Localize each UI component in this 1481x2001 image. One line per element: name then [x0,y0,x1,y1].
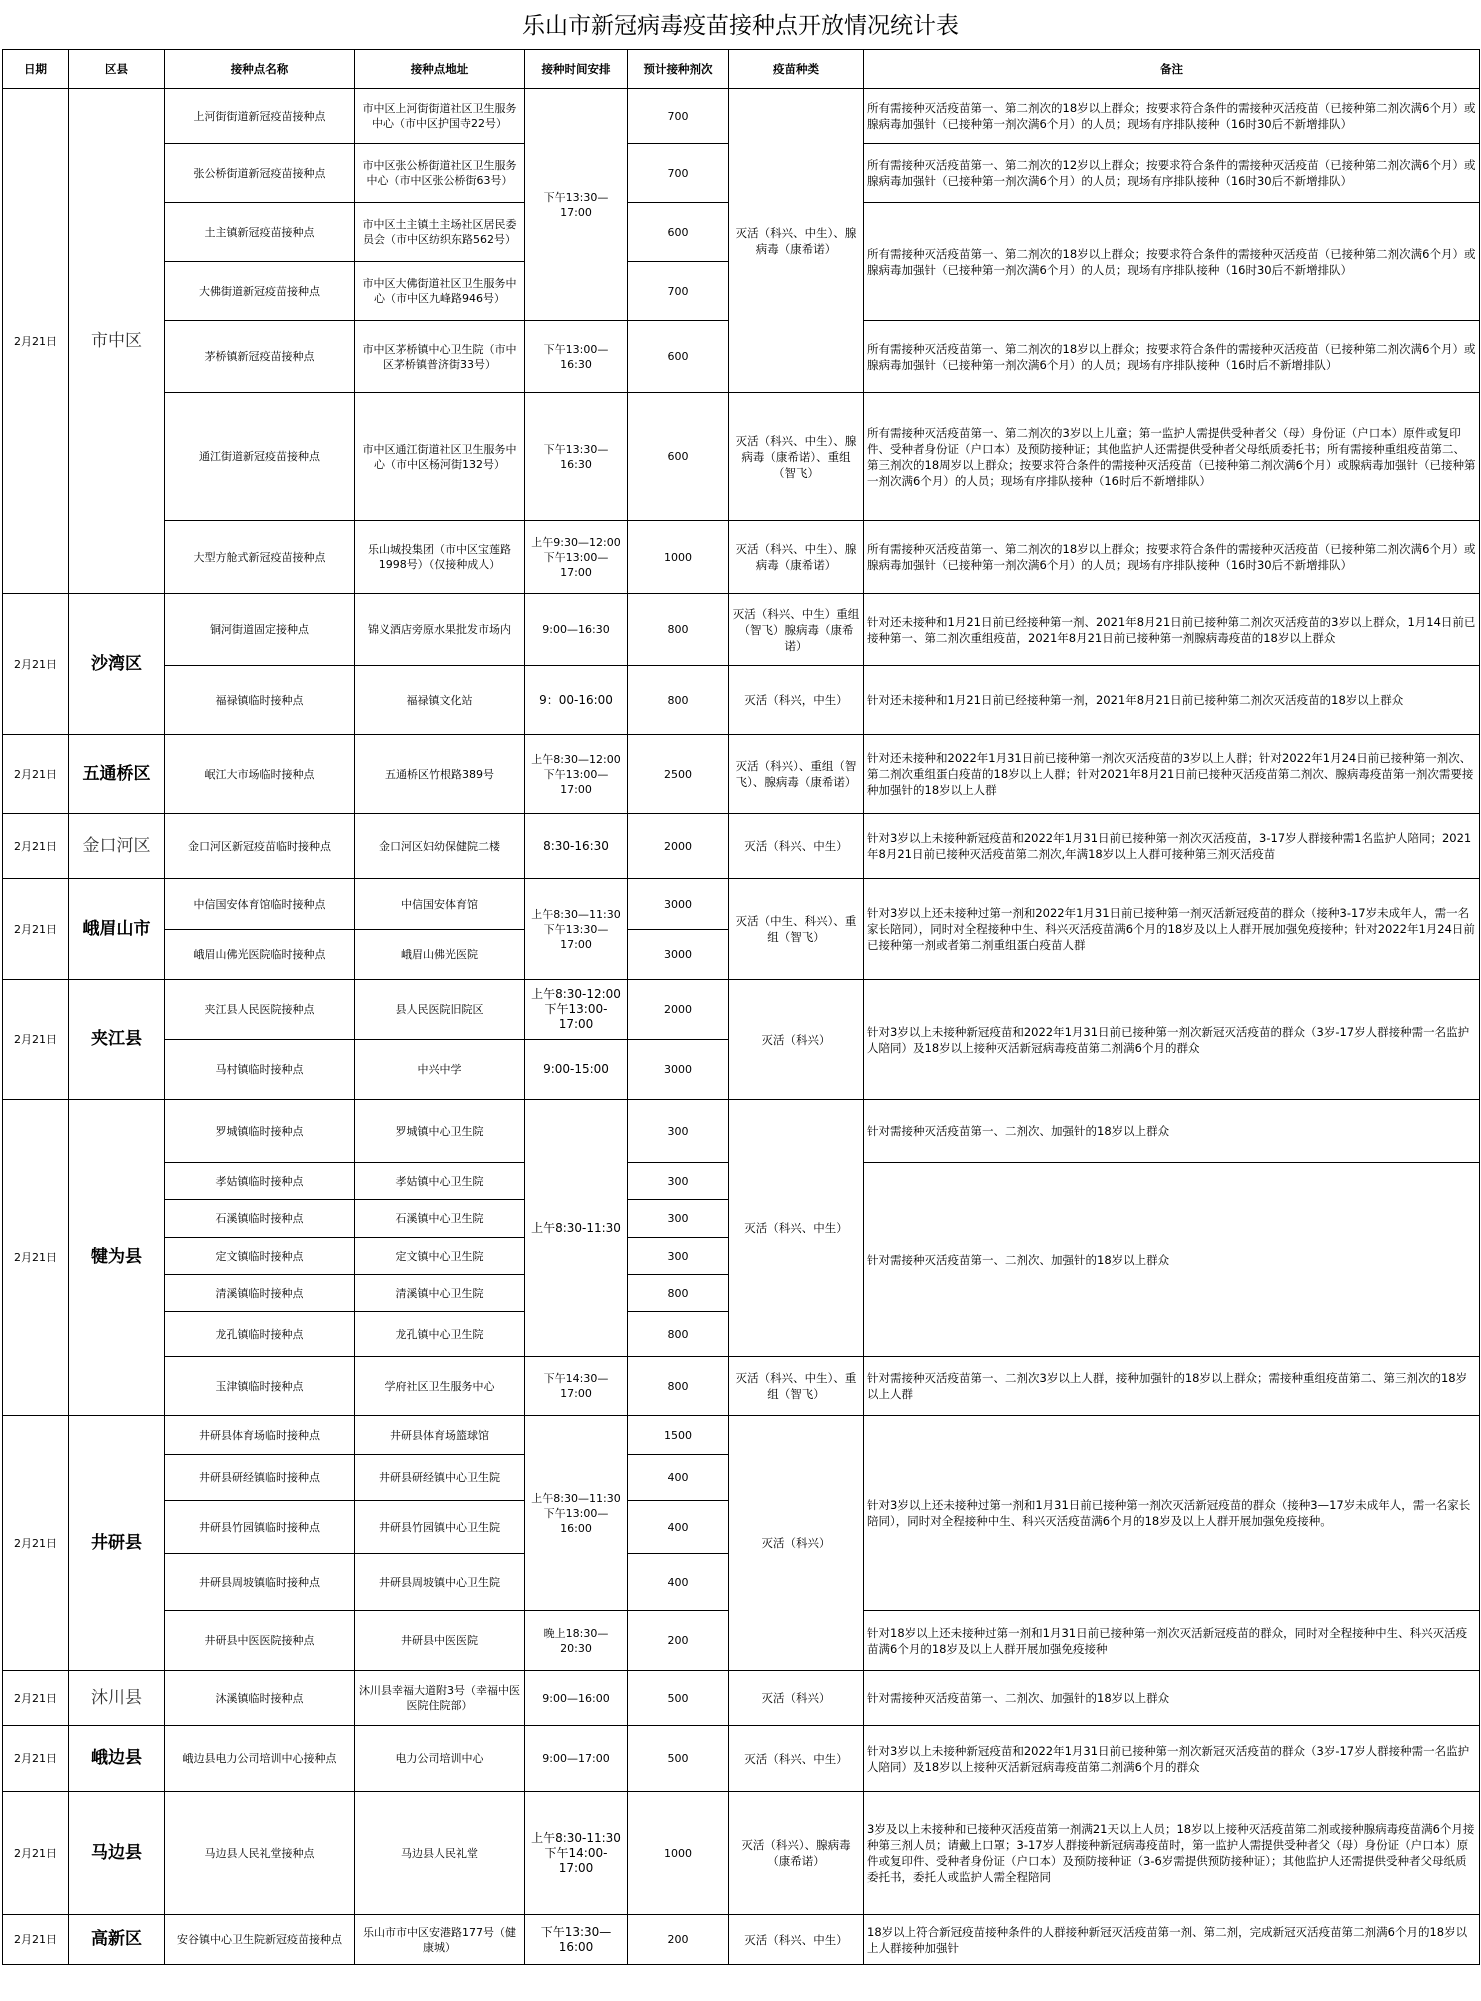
site-address: 清溪镇中心卫生院 [355,1275,525,1312]
note-cell: 针对18岁以上还未接种过第一剂和1月31日前已接种第一剂次灭活新冠疫苗的群众，同时对全程接种中生、科兴灭活疫苗满6个月的18岁及以上人群开展加强免疫接种 [864,1611,1480,1671]
vaccine-cell: 灭活（科兴）、重组（智飞）、腺病毒（康希诺） [729,735,864,814]
site-address: 中兴中学 [355,1040,525,1100]
table-row [3,1792,1480,1915]
site-name: 玉津镇临时接种点 [165,1357,355,1416]
time-cell: 下午14:30—17:00 [525,1357,628,1416]
district-cell: 马边县 [69,1792,165,1915]
time-cell: 上午8:30—11:30 下午13:00—16:00 [525,1416,628,1611]
site-address: 龙孔镇中心卫生院 [355,1312,525,1357]
site-address: 福禄镇文化站 [355,666,525,735]
note-cell: 针对还未接种和2022年1月31日前已接种第一剂次灭活疫苗的3岁以上人群；针对2022年1月24日前已接种第一剂次、第二剂次重组蛋白疫苗的18岁以上人群；针对2021年8月21日前已接种灭活疫苗第二剂次、腺病毒疫苗第一剂次需要接种加强针的18岁以上人群 [864,735,1480,814]
date-cell: 2月21日 [3,879,69,980]
site-address: 市中区土主镇土主场社区居民委员会（市中区纺织东路562号） [355,203,525,262]
date-cell: 2月21日 [3,1100,69,1416]
time-cell: 8:30-16:30 [525,814,628,879]
note-cell: 针对3岁以上未接种新冠疫苗和2022年1月31日前已接种第一剂次新冠灭活疫苗的群众（3岁-17岁人群接种需一名监护人陪同）及18岁以上接种灭活新冠病毒疫苗第二剂满6个月的群众 [864,1726,1480,1792]
site-name: 安谷镇中心卫生院新冠疫苗接种点 [165,1915,355,1965]
time-cell: 上午8:30—11:30 下午13:30—17:00 [525,879,628,980]
header-date: 日期 [3,50,69,89]
doses-cell: 3000 [628,879,729,930]
table-row [3,594,1480,666]
date-cell: 2月21日 [3,814,69,879]
table-row [3,393,1480,521]
site-address: 中信国安体育馆 [355,879,525,930]
doses-cell: 3000 [628,930,729,980]
site-address: 石溪镇中心卫生院 [355,1200,525,1238]
note-cell: 针对3岁以上还未接种过第一剂和1月31日前已接种第一剂次灭活新冠疫苗的群众（接种3—17岁未成年人，需一名家长陪同），同时对全程接种中生、科兴灭活疫苗满6个月的18岁及以上人群开展加强免疫接种。 [864,1416,1480,1611]
doses-cell: 800 [628,1312,729,1357]
time-cell: 下午13:30—16:30 [525,393,628,521]
table-row [3,89,1480,144]
site-name: 井研县竹园镇临时接种点 [165,1501,355,1554]
doses-cell: 700 [628,89,729,144]
site-address: 市中区张公桥街道社区卫生服务中心（市中区张公桥街63号） [355,144,525,203]
doses-cell: 300 [628,1200,729,1238]
doses-cell: 1500 [628,1416,729,1455]
doses-cell: 500 [628,1671,729,1726]
site-name: 上河街街道新冠疫苗接种点 [165,89,355,144]
site-address: 乐山城投集团（市中区宝莲路1998号）（仅接种成人） [355,521,525,594]
site-name: 金口河区新冠疫苗临时接种点 [165,814,355,879]
time-cell: 下午13:30—16:00 [525,1915,628,1965]
table-row [3,666,1480,735]
vaccine-cell: 灭活（科兴、中生）、腺病毒（康希诺）、重组（智飞） [729,393,864,521]
date-cell: 2月21日 [3,1416,69,1671]
site-address: 学府社区卫生服务中心 [355,1357,525,1416]
site-address: 井研县周坡镇中心卫生院 [355,1554,525,1611]
header-site-address: 接种点地址 [355,50,525,89]
vaccine-cell: 灭活（科兴，中生） [729,666,864,735]
date-cell: 2月21日 [3,735,69,814]
vaccine-cell: 灭活（科兴、中生） [729,1915,864,1965]
district-cell: 五通桥区 [69,735,165,814]
doses-cell: 200 [628,1611,729,1671]
time-cell: 9:00—16:00 [525,1671,628,1726]
doses-cell: 1000 [628,521,729,594]
vaccine-cell: 灭活（科兴、中生）、腺病毒（康希诺） [729,521,864,594]
doses-cell: 500 [628,1726,729,1792]
doses-cell: 800 [628,666,729,735]
doses-cell: 2000 [628,980,729,1040]
district-cell: 犍为县 [69,1100,165,1416]
note-cell: 所有需接种灭活疫苗第一、第二剂次的18岁以上群众；按要求符合条件的需接种灭活疫苗（已接种第二剂次满6个月）或腺病毒加强针（已接种第一剂次满6个月）的人员；现场有序排队接种（16时30后不新增排队） [864,521,1480,594]
site-name: 井研县体育场临时接种点 [165,1416,355,1455]
time-cell: 上午9:30—12:00 下午13:00—17:00 [525,521,628,594]
site-address: 罗城镇中心卫生院 [355,1100,525,1163]
site-name: 大佛街道新冠疫苗接种点 [165,262,355,321]
site-name: 中信国安体育馆临时接种点 [165,879,355,930]
site-address: 锦义酒店旁原水果批发市场内 [355,594,525,666]
note-cell: 针对需接种灭活疫苗第一、二剂次、加强针的18岁以上群众 [864,1100,1480,1163]
note-cell: 所有需接种灭活疫苗第一、第二剂次的18岁以上群众；按要求符合条件的需接种灭活疫苗（已接种第二剂次满6个月）或腺病毒加强针（已接种第一剂次满6个月）的人员；现场有序排队接种（16时30后不新增排队） [864,203,1480,321]
vaccine-cell: 灭活（科兴、中生）、重组（智飞） [729,1357,864,1416]
vaccine-cell: 灭活（科兴、中生） [729,1726,864,1792]
site-name: 清溪镇临时接种点 [165,1275,355,1312]
doses-cell: 600 [628,393,729,521]
district-cell: 峨眉山市 [69,879,165,980]
district-cell: 夹江县 [69,980,165,1100]
district-cell: 市中区 [69,89,165,594]
site-name: 夹江县人民医院接种点 [165,980,355,1040]
note-cell: 针对3岁以上未接种新冠疫苗和2022年1月31日前已接种第一剂次新冠灭活疫苗的群众（3岁-17岁人群接种需一名监护人陪同）及18岁以上接种灭活新冠病毒疫苗第二剂满6个月的群众 [864,980,1480,1100]
vaccine-cell: 灭活（科兴、中生）重组（智飞）腺病毒（康希诺） [729,594,864,666]
site-name: 井研县研经镇临时接种点 [165,1455,355,1501]
site-address: 市中区上河街街道社区卫生服务中心（市中区护国寺22号） [355,89,525,144]
site-name: 马边县人民礼堂接种点 [165,1792,355,1915]
header-district: 区县 [69,50,165,89]
time-cell: 9:00—16:30 [525,594,628,666]
table-row [3,1100,1480,1163]
time-cell: 9:00—17:00 [525,1726,628,1792]
doses-cell: 600 [628,203,729,262]
header-doses: 预计接种剂次 [628,50,729,89]
doses-cell: 600 [628,321,729,393]
site-name: 茅桥镇新冠疫苗接种点 [165,321,355,393]
doses-cell: 200 [628,1915,729,1965]
site-address: 井研县体育场篮球馆 [355,1416,525,1455]
site-name: 罗城镇临时接种点 [165,1100,355,1163]
site-name: 井研县周坡镇临时接种点 [165,1554,355,1611]
doses-cell: 800 [628,1275,729,1312]
doses-cell: 700 [628,262,729,321]
site-name: 孝姑镇临时接种点 [165,1163,355,1200]
date-cell: 2月21日 [3,1915,69,1965]
vaccine-cell: 灭活（科兴、中生）、腺病毒（康希诺） [729,89,864,393]
time-cell: 晚上18:30—20:30 [525,1611,628,1671]
site-name: 大型方舱式新冠疫苗接种点 [165,521,355,594]
site-address: 峨眉山佛光医院 [355,930,525,980]
date-cell: 2月21日 [3,1726,69,1792]
time-cell: 下午13:00—16:30 [525,321,628,393]
table-row [3,735,1480,814]
site-address: 定文镇中心卫生院 [355,1238,525,1275]
site-address: 金口河区妇幼保健院二楼 [355,814,525,879]
table-row [3,814,1480,879]
site-address: 沐川县幸福大道附3号（幸福中医医院住院部） [355,1671,525,1726]
header-site-name: 接种点名称 [165,50,355,89]
doses-cell: 300 [628,1238,729,1275]
vaccine-cell: 灭活（科兴）、腺病毒（康希诺） [729,1792,864,1915]
site-address: 市中区通江街道社区卫生服务中心（市中区杨河街132号） [355,393,525,521]
note-cell: 针对3岁以上未接种新冠疫苗和2022年1月31日前已接种第一剂次灭活疫苗，3-17岁人群接种需1名监护人陪同；2021年8月21日前已接种灭活疫苗第二剂次,年满18岁以上人群可接种第三剂灭活疫苗 [864,814,1480,879]
doses-cell: 300 [628,1163,729,1200]
note-cell: 针对还未接种和1月21日前已经接种第一剂，2021年8月21日前已接种第二剂次灭活疫苗的18岁以上群众 [864,666,1480,735]
note-cell: 针对需接种灭活疫苗第一、二剂次、加强针的18岁以上群众 [864,1163,1480,1357]
site-address: 五通桥区竹根路389号 [355,735,525,814]
site-address: 乐山市市中区安港路177号（健康城） [355,1915,525,1965]
site-name: 铜河街道固定接种点 [165,594,355,666]
doses-cell: 2000 [628,814,729,879]
time-cell: 下午13:30—17:00 [525,89,628,321]
vaccine-cell: 灭活（科兴） [729,1416,864,1671]
table-row [3,1726,1480,1792]
site-name: 通江街道新冠疫苗接种点 [165,393,355,521]
site-name: 沐溪镇临时接种点 [165,1671,355,1726]
doses-cell: 400 [628,1455,729,1501]
table-row [3,879,1480,930]
time-cell: 9:00-15:00 [525,1040,628,1100]
district-cell: 金口河区 [69,814,165,879]
site-address: 电力公司培训中心 [355,1726,525,1792]
site-address: 井研县中医医院 [355,1611,525,1671]
note-cell: 所有需接种灭活疫苗第一、第二剂次的18岁以上群众；按要求符合条件的需接种灭活疫苗（已接种第二剂次满6个月）或腺病毒加强针（已接种第一剂次满6个月）的人员；现场有序排队接种（16时30后不新增排队） [864,89,1480,144]
note-cell: 所有需接种灭活疫苗第一、第二剂次的18岁以上群众；按要求符合条件的需接种灭活疫苗（已接种第二剂次满6个月）或腺病毒加强针（已接种第一剂次满6个月）的人员；现场有序排队接种（16时后不新增排队） [864,321,1480,393]
site-address: 孝姑镇中心卫生院 [355,1163,525,1200]
note-cell: 针对需接种灭活疫苗第一、二剂次、加强针的18岁以上群众 [864,1671,1480,1726]
vaccine-cell: 灭活（科兴） [729,1671,864,1726]
doses-cell: 400 [628,1554,729,1611]
site-name: 井研县中医医院接种点 [165,1611,355,1671]
site-name: 龙孔镇临时接种点 [165,1312,355,1357]
note-cell: 针对需接种灭活疫苗第一、二剂次3岁以上人群，接种加强针的18岁以上群众；需接种重组疫苗第二、第三剂次的18岁以上人群 [864,1357,1480,1416]
vaccine-cell: 灭活（中生、科兴）、重组（智飞） [729,879,864,980]
vaccine-cell: 灭活（科兴） [729,980,864,1100]
district-cell: 沙湾区 [69,594,165,735]
header-time: 接种时间安排 [525,50,628,89]
note-cell: 3岁及以上未接种和已接种灭活疫苗第一剂满21天以上人员；18岁以上接种灭活疫苗第二剂或接种腺病毒疫苗满6个月接种第三剂人员；请戴上口罩；3-17岁人群接种新冠病毒疫苗时，第一监护人需提供受种者父（母）身份证（户口本）原件或复印件、受种者身份证（户口本）及预防接种证（3-6岁需提供预防接种证）；其他监护人还需提供受种者父母纸质委托书，委托人或监护人需全程陪同 [864,1792,1480,1915]
note-cell: 针对还未接种和1月21日前已经接种第一剂、2021年8月21日前已接种第二剂次灭活疫苗的3岁以上群众，1月14日前已接种第一、第二剂次重组疫苗，2021年8月21日前已接种第一剂腺病毒疫苗的18岁以上群众 [864,594,1480,666]
district-cell: 井研县 [69,1416,165,1671]
doses-cell: 400 [628,1501,729,1554]
site-address: 井研县研经镇中心卫生院 [355,1455,525,1501]
table-row [3,980,1480,1040]
time-cell: 上午8:30-11:30 下午14:00-17:00 [525,1792,628,1915]
doses-cell: 300 [628,1100,729,1163]
site-address: 市中区大佛街道社区卫生服务中心（市中区九峰路946号） [355,262,525,321]
header-row [3,50,1480,89]
note-cell: 18岁以上符合新冠疫苗接种条件的人群接种新冠灭活疫苗第一剂、第二剂，完成新冠灭活疫苗第二剂满6个月的18岁以上人群接种加强针 [864,1915,1480,1965]
vaccine-cell: 灭活（科兴、中生） [729,814,864,879]
date-cell: 2月21日 [3,1792,69,1915]
vaccination-sites-table [2,49,1480,1965]
date-cell: 2月21日 [3,594,69,735]
table-row [3,1357,1480,1416]
district-cell: 沐川县 [69,1671,165,1726]
note-cell: 针对3岁以上还未接种过第一剂和2022年1月31日前已接种第一剂灭活新冠疫苗的群众（接种3-17岁未成年人，需一名家长陪同），同时对全程接种中生、科兴灭活疫苗满6个月的18岁及以上人群开展加强免疫接种；针对2022年1月24日前已接种第一剂或者第二剂重组蛋白疫苗人群 [864,879,1480,980]
site-name: 土主镇新冠疫苗接种点 [165,203,355,262]
site-address: 井研县竹园镇中心卫生院 [355,1501,525,1554]
time-cell: 上午8:30-12:00 下午13:00-17:00 [525,980,628,1040]
table-row [3,521,1480,594]
doses-cell: 800 [628,1357,729,1416]
table-row [3,1915,1480,1965]
time-cell: 上午8:30-11:30 [525,1100,628,1357]
site-name: 定文镇临时接种点 [165,1238,355,1275]
time-cell: 上午8:30—12:00 下午13:00—17:00 [525,735,628,814]
site-address: 马边县人民礼堂 [355,1792,525,1915]
site-name: 岷江大市场临时接种点 [165,735,355,814]
doses-cell: 800 [628,594,729,666]
site-address: 市中区茅桥镇中心卫生院（市中区茅桥镇普济街33号） [355,321,525,393]
doses-cell: 3000 [628,1040,729,1100]
table-row [3,1671,1480,1726]
doses-cell: 700 [628,144,729,203]
district-cell: 高新区 [69,1915,165,1965]
date-cell: 2月21日 [3,89,69,594]
site-name: 张公桥街道新冠疫苗接种点 [165,144,355,203]
note-cell: 所有需接种灭活疫苗第一、第二剂次的3岁以上儿童；第一监护人需提供受种者父（母）身份证（户口本）原件或复印件、受种者身份证（户口本）及预防接种证；其他监护人还需提供受种者父母纸质委托书；所有需接种重组疫苗第二、第三剂次的18周岁以上群众；按要求符合条件的需接种灭活疫苗（已接种第二剂次满6个月）或腺病毒加强针（已接种第一剂次满6个月）的人员；现场有序排队接种（16时后不新增排队） [864,393,1480,521]
site-name: 石溪镇临时接种点 [165,1200,355,1238]
note-cell: 所有需接种灭活疫苗第一、第二剂次的12岁以上群众；按要求符合条件的需接种灭活疫苗（已接种第二剂次满6个月）或腺病毒加强针（已接种第一剂次满6个月）的人员；现场有序排队接种（16时30后不新增排队） [864,144,1480,203]
doses-cell: 2500 [628,735,729,814]
doses-cell: 1000 [628,1792,729,1915]
date-cell: 2月21日 [3,980,69,1100]
site-address: 县人民医院旧院区 [355,980,525,1040]
header-vaccine-type: 疫苗种类 [729,50,864,89]
site-name: 福禄镇临时接种点 [165,666,355,735]
table-row [3,1416,1480,1455]
site-name: 峨眉山佛光医院临时接种点 [165,930,355,980]
date-cell: 2月21日 [3,1671,69,1726]
district-cell: 峨边县 [69,1726,165,1792]
vaccine-cell: 灭活（科兴、中生） [729,1100,864,1357]
site-name: 峨边县电力公司培训中心接种点 [165,1726,355,1792]
time-cell: 9：00-16:00 [525,666,628,735]
site-name: 马村镇临时接种点 [165,1040,355,1100]
header-notes: 备注 [864,50,1480,89]
page-title: 乐山市新冠病毒疫苗接种点开放情况统计表 [522,13,959,39]
